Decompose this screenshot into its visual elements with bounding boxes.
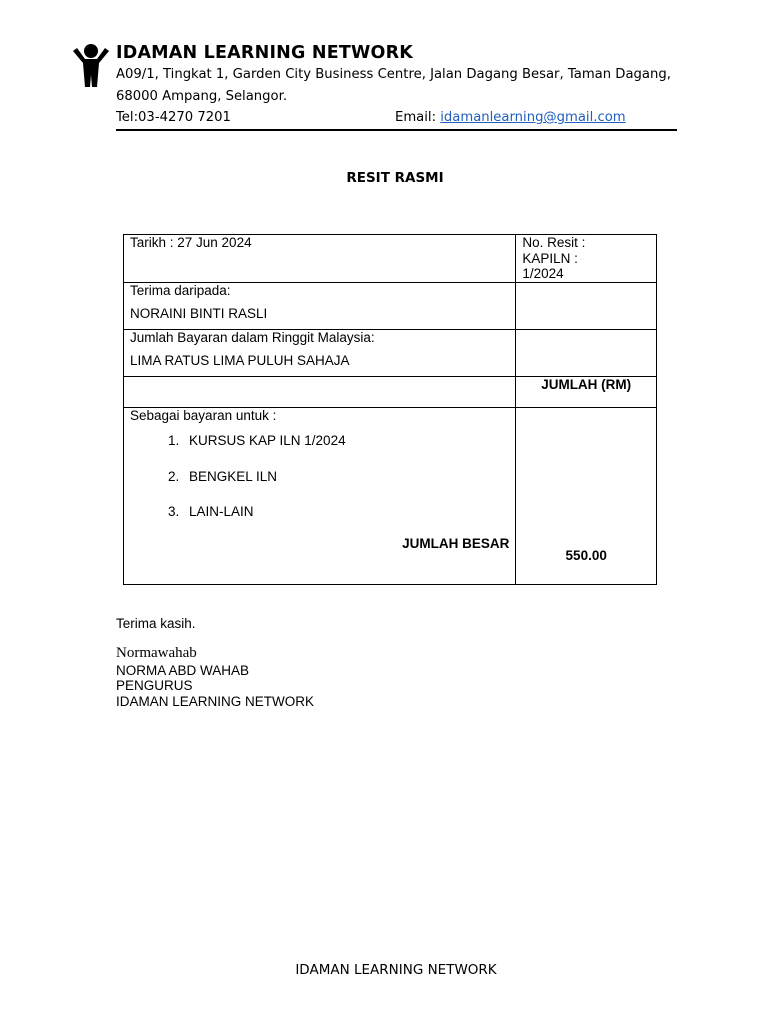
from-cell — [124, 282, 516, 329]
thanks-text: Terima kasih. — [116, 616, 196, 631]
receipt-table — [123, 234, 657, 585]
item-list — [130, 433, 509, 520]
amount-words-label: Jumlah Bayaran dalam Ringgit Malaysia: — [130, 329, 375, 345]
list-item: 2. BENGKEL ILN — [183, 469, 509, 485]
amount-words: LIMA RATUS LIMA PULUH SAHAJA — [130, 353, 350, 368]
email-link[interactable]: idamanlearning@gmail.com — [440, 110, 626, 125]
purpose-cell — [124, 407, 516, 584]
email-row — [395, 110, 626, 125]
address-line-1: A09/1, Tingkat 1, Garden City Business Centre, Jalan Dagang Besar, Taman Dagang, — [116, 67, 671, 82]
receipt-date: Tarikh : 27 Jun 2024 — [130, 235, 252, 250]
total-value-cell — [516, 407, 657, 584]
empty-cell — [516, 329, 657, 376]
receipt-no-label: No. Resit : — [522, 235, 586, 250]
amount-column-header: JUMLAH (RM) — [516, 376, 657, 407]
signer-organization: IDAMAN LEARNING NETWORK — [116, 694, 315, 709]
empty-cell — [124, 376, 516, 407]
table-row — [124, 407, 657, 584]
receipt-no-code: KAPILN : — [522, 250, 578, 266]
list-item: 3. LAIN-LAIN — [183, 504, 509, 520]
table-row — [124, 282, 657, 329]
table-row — [124, 329, 657, 376]
table-row — [124, 235, 657, 283]
receipt-no-cell — [516, 235, 657, 283]
org-name: IDAMAN LEARNING NETWORK — [116, 43, 414, 63]
from-label: Terima daripada: — [130, 282, 231, 298]
document-title: RESIT RASMI — [346, 170, 444, 186]
purpose-label: Sebagai bayaran untuk : — [130, 407, 277, 423]
total-value: 550.00 — [565, 547, 607, 563]
table-row — [124, 376, 657, 407]
address-line-2: 68000 Ampang, Selangor. — [116, 89, 288, 104]
email-label: Email: — [395, 110, 441, 125]
list-item: 1. KURSUS KAP ILN 1/2024 — [183, 433, 509, 449]
from-name: NORAINI BINTI RASLI — [130, 306, 268, 321]
signer-name: NORMA ABD WAHAB — [116, 663, 250, 678]
receipt-no-number: 1/2024 — [522, 266, 564, 281]
total-label: JUMLAH BESAR — [402, 535, 510, 551]
date-cell — [124, 235, 516, 283]
amount-words-cell — [124, 329, 516, 376]
signer-position: PENGURUS — [116, 678, 193, 693]
person-logo-icon — [71, 43, 111, 89]
header-divider — [116, 129, 677, 131]
signature: Normawahab — [116, 645, 197, 661]
telephone: Tel:03-4270 7201 — [116, 110, 231, 125]
empty-cell — [516, 282, 657, 329]
page-footer: IDAMAN LEARNING NETWORK — [295, 962, 497, 978]
